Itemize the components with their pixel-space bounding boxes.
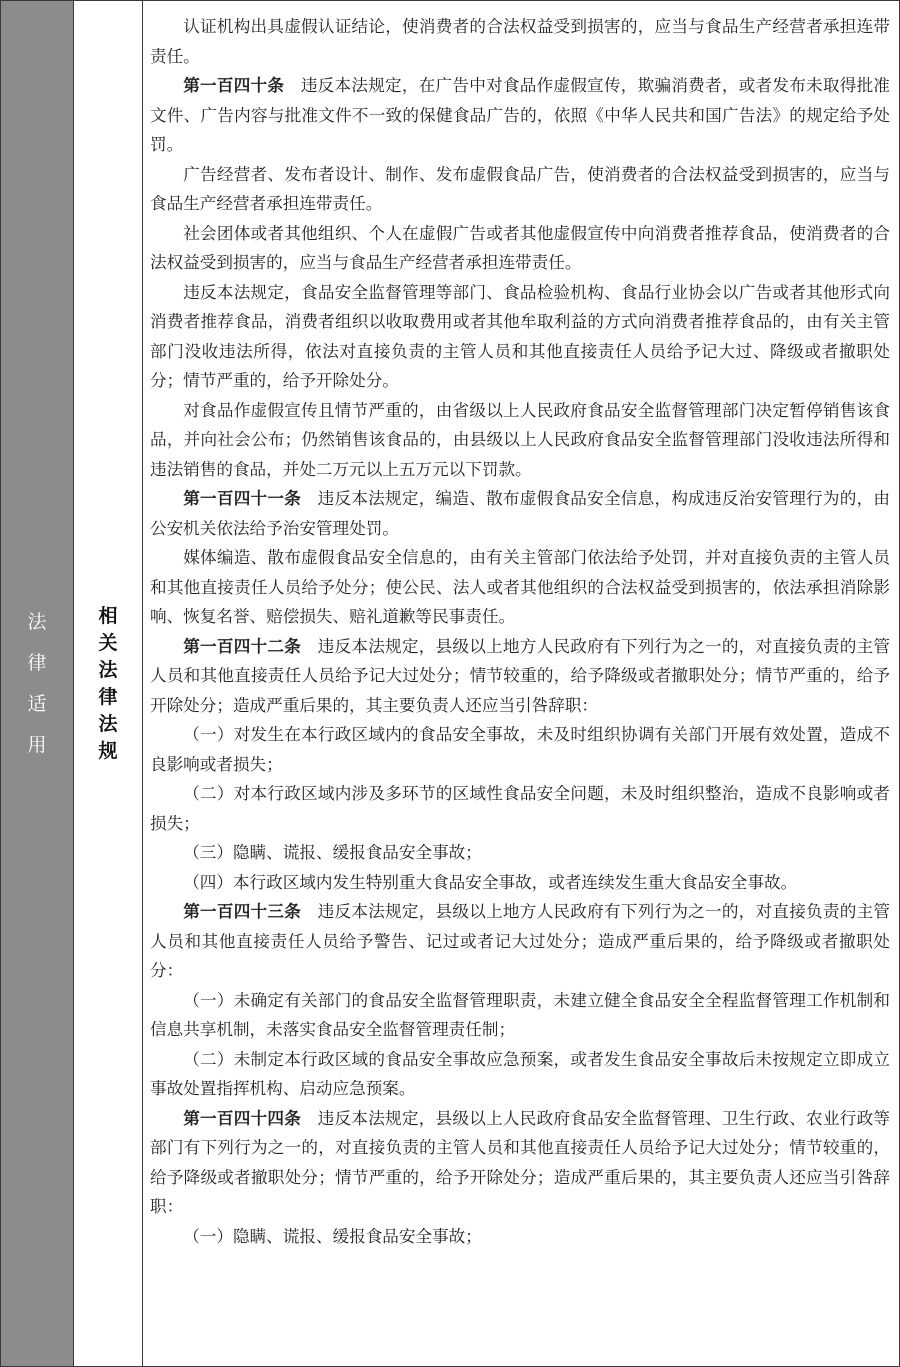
label-char: 规 — [98, 739, 118, 762]
paragraph — [150, 868, 890, 898]
label-char: 关 — [98, 631, 118, 654]
category-label — [27, 602, 46, 766]
label-char: 适 — [27, 692, 47, 715]
paragraph — [150, 1222, 890, 1252]
article-paragraph — [150, 897, 890, 986]
law-text-body — [150, 12, 890, 1251]
paragraph-text: 认证机构出具虚假认证结论，使消费者的合法权益受到损害的，应当与食品生产经营者承担连带责任。 — [150, 17, 890, 66]
subcategory-column — [74, 1, 143, 1366]
paragraph — [150, 543, 890, 632]
article-number: 第一百四十二条 — [183, 636, 302, 656]
paragraph-text: 社会团体或者其他组织、个人在虚假广告或者其他虚假宣传中向消费者推荐食品，使消费者的合法权益受到损害的，应当与食品生产经营者承担连带责任。 — [150, 223, 890, 272]
paragraph-text: （四）本行政区域内发生特别重大食品安全事故，或者连续发生重大食品安全事故。 — [183, 872, 798, 892]
paragraph-text: 媒体编造、散布虚假食品安全信息的，由有关主管部门依法给予处罚，并对直接负责的主管人员和其他直接责任人员给予处分；使公民、法人或者其他组织的合法权益受到损害的，依法承担消除影响、恢复名誉、赔偿损失、赔礼道歉等民事责任。 — [150, 548, 890, 626]
paragraph-text: 违反本法规定，县级以上地方人民政府有下列行为之一的，对直接负责的主管人员和其他直接责任人员给予记大过处分；情节较重的，给予降级或者撤职处分；情节严重的，给予开除处分；造成严重后果的，其主要负责人还应当引咎辞职： — [150, 636, 891, 715]
label-char: 相 — [98, 604, 118, 627]
label-char: 法 — [98, 712, 118, 735]
paragraph — [150, 396, 890, 485]
label-char: 用 — [27, 733, 47, 756]
article-paragraph — [150, 632, 890, 721]
paragraph-text: 对食品作虚假宣传且情节严重的，由省级以上人民政府食品安全监督管理部门决定暂停销售该食品，并向社会公布；仍然销售该食品的，由县级以上人民政府食品安全监督管理部门没收违法所得和违法销售的食品，并处二万元以上五万元以下罚款。 — [150, 400, 890, 479]
subcategory-label — [98, 603, 117, 765]
paragraph — [150, 160, 890, 219]
label-char: 法 — [98, 658, 118, 681]
paragraph-text: 违反本法规定，编造、散布虚假食品安全信息，构成违反治安管理行为的，由公安机关依法给予治安管理处罚。 — [150, 489, 891, 538]
paragraph-text: 广告经营者、发布者设计、制作、发布虚假食品广告，使消费者的合法权益受到损害的，应当与食品生产经营者承担连带责任。 — [150, 164, 890, 213]
article-paragraph — [150, 484, 890, 543]
paragraph — [150, 12, 890, 71]
article-number: 第一百四十条 — [183, 76, 285, 95]
article-paragraph — [150, 1104, 890, 1222]
article-number: 第一百四十四条 — [183, 1108, 302, 1128]
label-char: 律 — [98, 685, 118, 708]
paragraph — [150, 986, 890, 1045]
article-paragraph — [150, 71, 890, 160]
label-char: 法 — [27, 610, 47, 633]
paragraph — [150, 779, 890, 838]
category-column — [1, 1, 74, 1366]
paragraph-text: （一）隐瞒、谎报、缓报食品安全事故； — [183, 1226, 482, 1246]
paragraph-text: （二）对本行政区域内涉及多环节的区域性食品安全问题，未及时组织整治，造成不良影响或者损失； — [150, 784, 890, 833]
paragraph — [150, 838, 890, 868]
paragraph-text: （一）对发生在本行政区域内的食品安全事故，未及时组织协调有关部门开展有效处置，造成不良影响或者损失； — [150, 725, 890, 774]
paragraph — [150, 1045, 890, 1104]
paragraph — [150, 720, 890, 779]
label-char: 律 — [27, 651, 47, 674]
paragraph-text: （三）隐瞒、谎报、缓报食品安全事故； — [183, 843, 482, 862]
paragraph-text: 违反本法规定，在广告中对食品作虚假宣传，欺骗消费者，或者发布未取得批准文件、广告内容与批准文件不一致的保健食品广告的，依照《中华人民共和国广告法》的规定给予处罚。 — [150, 76, 891, 154]
paragraph-text: 违反本法规定，食品安全监督管理等部门、食品检验机构、食品行业协会以广告或者其他形式向消费者推荐食品，消费者组织以收取费用或者其他牟取利益的方式向消费者推荐食品的，由有关主管部门没收违法所得，依法对直接负责的主管人员和其他直接责任人员给予记大过、降级或者撤职处分；情节严重的，给予开除处分。 — [150, 282, 890, 390]
article-number: 第一百四十三条 — [183, 902, 302, 921]
paragraph-text: 违反本法规定，县级以上地方人民政府有下列行为之一的，对直接负责的主管人员和其他直接责任人员给予警告、记过或者记大过处分；造成严重后果的，给予降级或者撤职处分： — [150, 902, 891, 980]
paragraph — [150, 278, 890, 396]
paragraph — [150, 219, 890, 278]
paragraph-text: 违反本法规定，县级以上人民政府食品安全监督管理、卫生行政、农业行政等部门有下列行为之一的，对直接负责的主管人员和其他直接责任人员给予记大过处分；情节较重的，给予降级或者撤职处分；情节严重的，给予开除处分；造成严重后果的，其主要负责人还应当引咎辞职： — [150, 1108, 891, 1216]
paragraph-text: （二）未制定本行政区域的食品安全事故应急预案，或者发生食品安全事故后未按规定立即成立事故处置指挥机构、启动应急预案。 — [150, 1049, 890, 1098]
article-number: 第一百四十一条 — [183, 489, 302, 508]
paragraph-text: （一）未确定有关部门的食品安全监督管理职责，未建立健全食品安全全程监督管理工作机制和信息共享机制，未落实食品安全监督管理责任制； — [150, 990, 890, 1039]
